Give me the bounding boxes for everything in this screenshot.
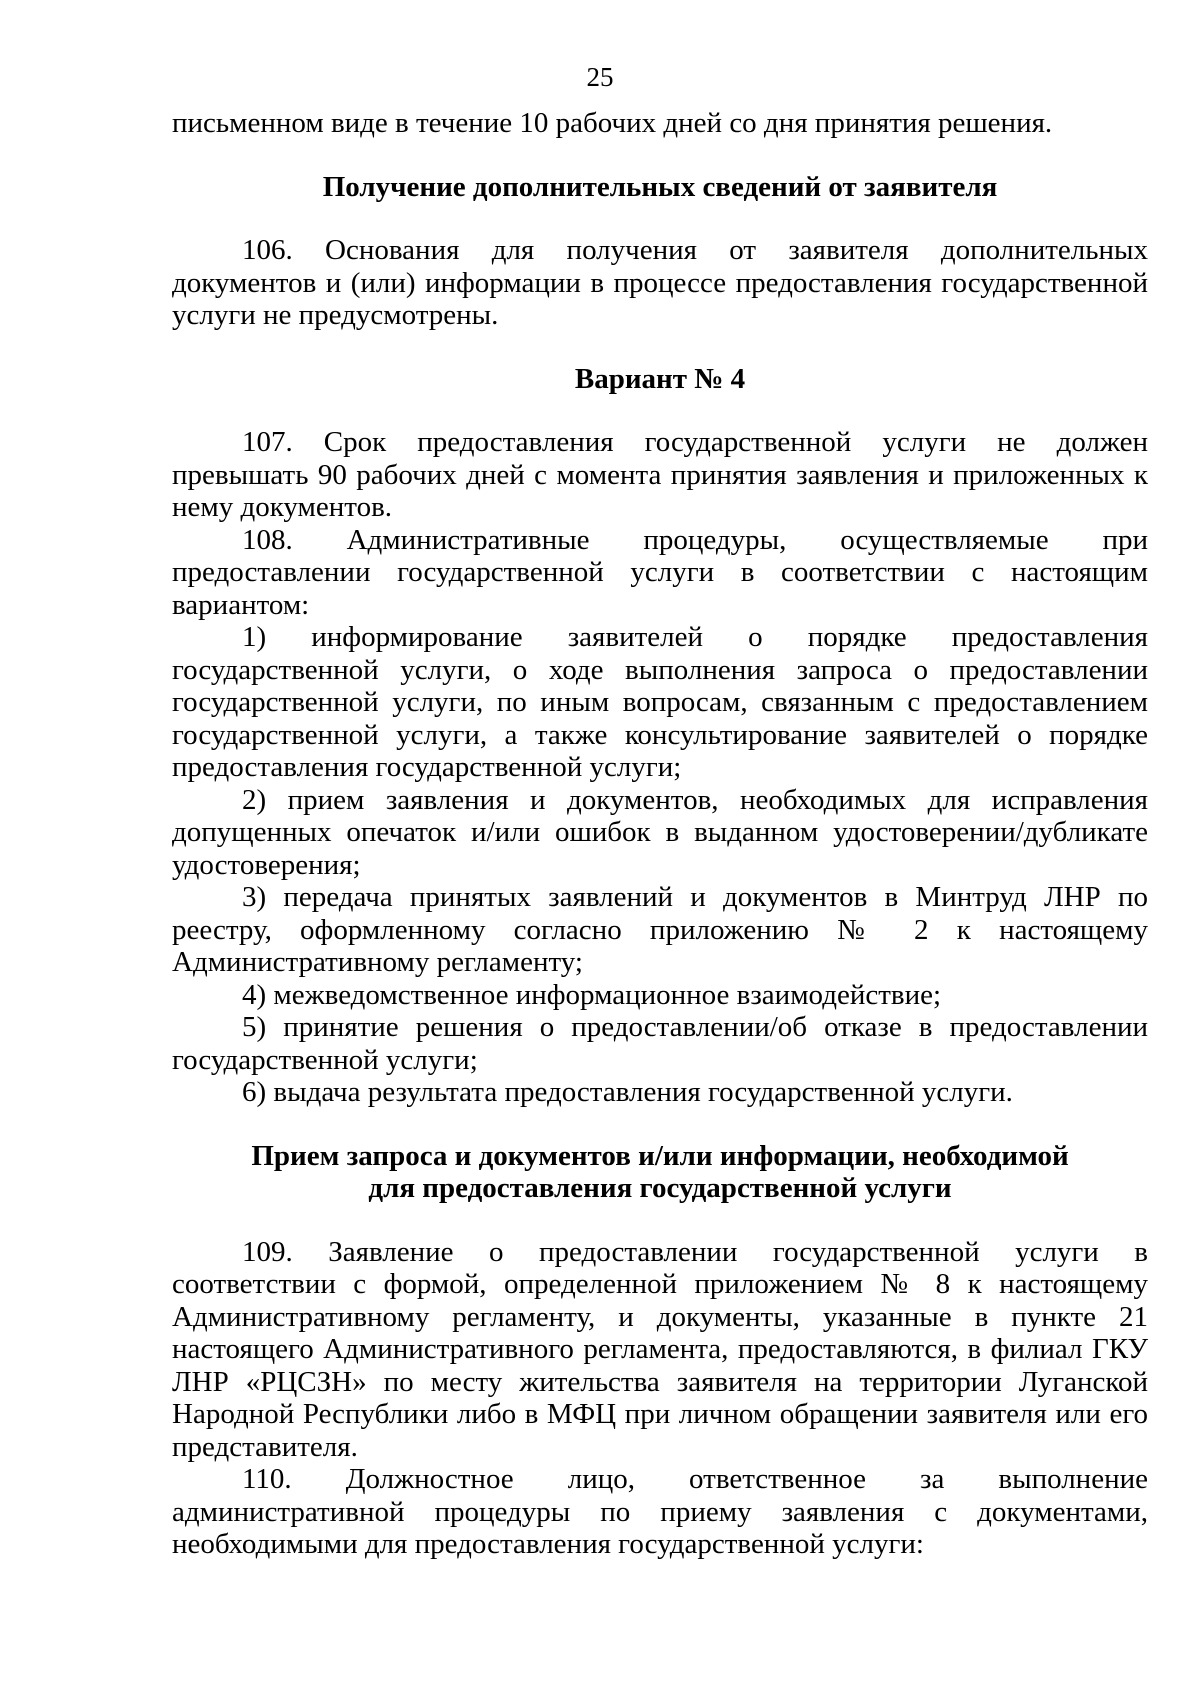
document-body xyxy=(172,107,1148,1561)
paragraph-107: 107. Срок предоставления государственной услуги не должен превышать 90 рабочих дней с момента принятия заявления и приложенных к нему документов. xyxy=(172,426,1148,523)
list-item-2: 2) прием заявления и документов, необходимых для исправления допущенных опечаток и/или ошибок в выданном удостоверении/дубликате удостоверения; xyxy=(172,783,1148,881)
list-item-6: 6) выдача результата предоставления государственной услуги. xyxy=(242,1076,1013,1108)
section-heading-line-2: для предоставления государственной услуги xyxy=(368,1172,952,1204)
list-item-5: 5) принятие решения о предоставлении/об отказе в предоставлении государственной услуги; xyxy=(172,1011,1148,1076)
paragraph-110: 110. Должностное лицо, ответственное за выполнение административной процедуры по приему заявления с документами, необходимыми для предоставления государственной услуги: xyxy=(172,1463,1148,1560)
section-heading-variant-4: Вариант № 4 xyxy=(574,362,746,395)
page-number: 25 xyxy=(586,62,614,92)
section-heading-line-1: Прием запроса и документов и/или информации, необходимой xyxy=(251,1139,1069,1172)
list-item-3: 3) передача принятых заявлений и документов в Минтруд ЛНР по реестру, оформленному согласно приложению № 2 к настоящему Административному регламенту; xyxy=(172,881,1148,978)
paragraph-109: 109. Заявление о предоставлении государственной услуги в соответствии с формой, определенной приложением № 8 к настоящему Административному регламенту, и документы, указанные в пункте 21 настоящего Административного регламента, предоставляются, в филиал ГКУ ЛНР «РЦСЗН» по месту жительства заявителя на территории Луганской Народной Республики либо в МФЦ при личном обращении заявителя или его представителя. xyxy=(172,1235,1148,1463)
list-item-1: 1) информирование заявителей о порядке предоставления государственной услуги, о ходе выполнения запроса о предоставлении государственной услуги, по иным вопросам, связанным с предоставлением государственной услуги, а также консультирование заявителей о порядке предоставления государственной услуги; xyxy=(172,621,1148,783)
section-heading-additional-info: Получение дополнительных сведений от заявителя xyxy=(322,170,998,203)
paragraph-108: 108. Административные процедуры, осуществляемые при предоставлении государственной услуги в соответствии с настоящим вариантом: xyxy=(172,523,1148,621)
list-item-4: 4) межведомственное информационное взаимодействие; xyxy=(242,978,942,1011)
section-heading-request-reception xyxy=(172,1140,1148,1205)
continuation-paragraph: письменном виде в течение 10 рабочих дней со дня принятия решения. xyxy=(172,107,1053,139)
paragraph-106: 106. Основания для получения от заявителя дополнительных документов и (или) информации в процессе предоставления государственной услуги не предусмотрены. xyxy=(172,234,1148,331)
